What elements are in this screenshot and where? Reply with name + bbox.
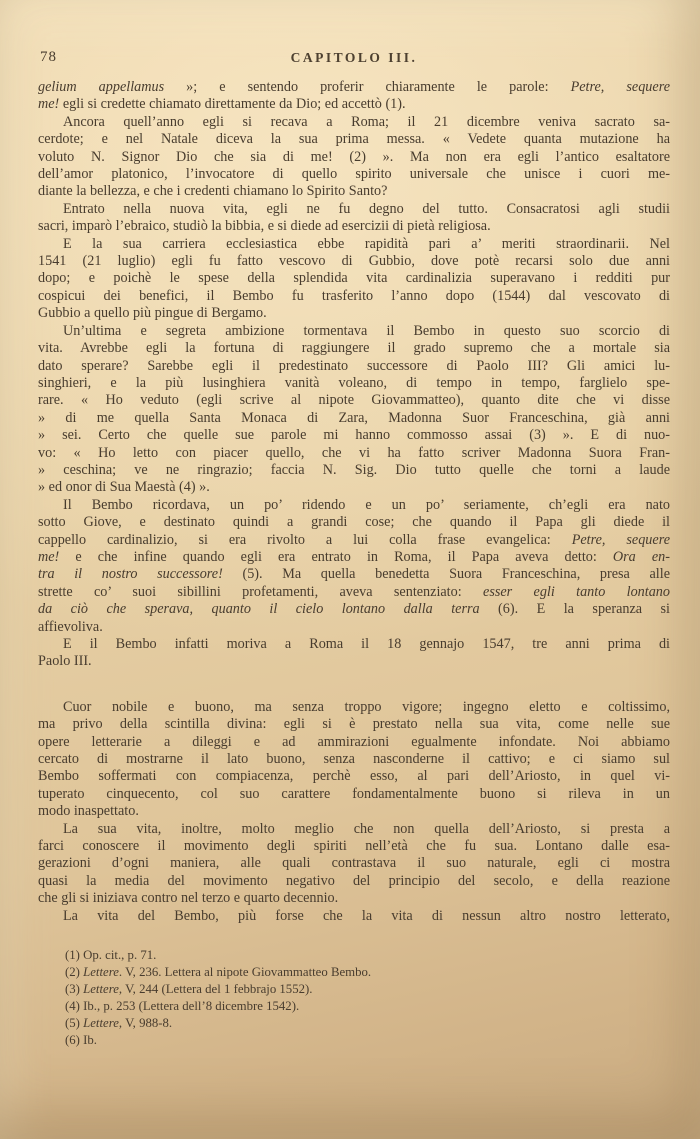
text-line: farci conoscere il movimento degli spiriti nell’età che fu sua. Lontano dalle esa- — [38, 838, 670, 855]
paragraph — [38, 497, 670, 636]
text-line: gerazioni d’ogni maniera, alle quali contrastava il suo naturale, egli ci mostra — [38, 855, 670, 872]
footnote: (1) Op. cit., p. 71. — [65, 948, 157, 963]
paragraph — [38, 323, 670, 497]
text-line: me! egli si credette chiamato direttamente da Dio; ed accettò (1). — [38, 96, 406, 113]
paragraph — [38, 79, 670, 114]
paragraph — [38, 236, 670, 323]
text-line: La vita del Bembo, più forse che la vita di nessun altro nostro letterato, — [63, 907, 670, 924]
text-line: gelium appellamus »; e sentendo proferir chiaramente le parole: Petre, sequere — [38, 79, 670, 95]
chapter-heading: CAPITOLO III. — [290, 50, 418, 65]
text-line: rare. « Ho veduto (egli scrive al nipote Giovammatteo), quanto dite che vi disse — [38, 392, 670, 409]
text-line: modo inaspettato. — [38, 803, 139, 820]
footnote: (6) Ib. — [65, 1033, 97, 1048]
page-header — [38, 48, 670, 68]
text-line: affievoliva. — [38, 618, 103, 635]
text-line: ma privo della scintilla divina: egli si è prestato nella sua vita, come nelle sue — [38, 716, 670, 733]
text-line: sacri, imparò l’ebraico, studiò la bibbia, e si diede ad esercizii di pietà religiosa. — [38, 218, 491, 235]
paragraph — [38, 201, 670, 236]
text-line: singhieri, e la più lusinghiera vanità voleano, di tempo in tempo, farglielo spe- — [38, 374, 670, 391]
text-line: che gli si iniziava contro nel terzo e quarto decennio. — [38, 890, 339, 907]
text-line: dato sperare? Sarebbe egli il predestinato successore di Paolo III? Gli amici lu- — [38, 357, 670, 374]
footnotes — [65, 947, 670, 1049]
text-line: Il Bembo ricordava, un po’ ridendo e un po’ seriamente, ch’egli era nato — [63, 496, 670, 513]
text-line: tra il nostro successore! (5). Ma quella benedetta Suora Franceschina, presa alle — [38, 566, 670, 583]
page-number: 78 — [40, 49, 57, 65]
text-line: voluto N. Signor Dio che sia di me! (2) ». Ma non era egli l’antico esaltatore — [38, 148, 670, 165]
footnote: (2) Lettere. V, 236. Lettera al nipote Giovammatteo Bembo. — [65, 965, 372, 980]
page-body — [38, 79, 670, 925]
text-line: Paolo III. — [38, 653, 92, 670]
text-line: opere letterarie a dileggi e ad ammirazioni egualmente infondate. Noi abbiamo — [38, 733, 670, 750]
text-line: » di me quella Santa Monaca di Zara, Madonna Suor Franceschina, già anni — [38, 409, 670, 426]
text-line: E la sua carriera ecclesiastica ebbe rapidità pari a’ meriti straordinarii. Nel — [63, 235, 670, 252]
text-line: Ancora quell’anno egli si recava a Roma; il 21 dicembre veniva sacrato sa- — [63, 113, 670, 130]
text-line: dell’amor platonico, l’invocatore di quello spirito universale che unisce i cuori me- — [38, 166, 670, 183]
text-line: Bembo soffermati con compiacenza, perchè esso, al pari dell’Ariosto, in quel vi- — [38, 768, 670, 785]
text-line: quasi la media del movimento negativo del principio del secolo, e della reazione — [38, 872, 670, 889]
text-line: diante la bellezza, e che i credenti chiamano lo Spirito Santo? — [38, 183, 388, 200]
text-line: Cuor nobile e buono, ma senza troppo vigore; ingegno eletto e coltissimo, — [63, 698, 670, 715]
text-line: » ed onor di Sua Maestà (4) ». — [38, 479, 210, 496]
footnote: (4) Ib., p. 253 (Lettera dell’8 dicembre 1542). — [65, 999, 300, 1014]
text-line: me! e che infine quando egli era entrato in Roma, il Papa aveva detto: Ora en- — [38, 548, 670, 565]
paragraph — [38, 114, 670, 201]
text-line: vo: « Ho letto con piacer quello, che vi ha fatto scriver Madonna Suora Fran- — [38, 444, 670, 461]
footnote: (3) Lettere, V, 244 (Lettera del 1 febbrajo 1552). — [65, 982, 313, 997]
text-line: cerdote; e nel Natale diceva la sua prima messa. « Vedete quanta mutazione ha — [38, 131, 670, 148]
text-line: cercato di mostrarne il lato buono, senza nasconderne il cattivo; e ci siamo sul — [38, 751, 670, 768]
paragraph — [38, 699, 670, 821]
text-line: La sua vita, inoltre, molto meglio che non quella dell’Ariosto, si presta a — [63, 820, 670, 837]
text-line: strette co’ suoi sibillini profetamenti, aveva sentenziato: esser egli tanto lontano — [38, 583, 670, 600]
text-line: E il Bembo infatti moriva a Roma il 18 gennajo 1547, tre anni prima di — [63, 636, 670, 652]
paragraph — [38, 908, 670, 925]
text-line: » ceschina; ve ne ringrazio; faccia N. Sig. Dio tutto quelle che torni a laude — [38, 461, 670, 478]
text-line: Gubbio a quello più pingue di Bergamo. — [38, 305, 267, 322]
text-line: tuperato cinquecento, col suo carattere fondamentalmente buono si rileva in un — [38, 785, 670, 802]
text-line: vita. Avrebbe egli la fortuna di raggiungere il grado supremo che a mortale sia — [38, 340, 670, 357]
text-line: Un’ultima e segreta ambizione tormentava il Bembo in questo suo scorcio di — [63, 322, 670, 339]
text-line: sotto Giove, e destinato quindi a grandi cose; che quando il Papa gli diede il — [38, 514, 670, 531]
paragraph — [38, 636, 670, 671]
text-line: da ciò che sperava, quanto il cielo lontano dalla terra (6). E la speranza si — [38, 601, 670, 618]
text-line: » sei. Certo che quelle sue parole mi hanno commosso assai (3) ». E di nuo- — [38, 427, 670, 444]
paragraph — [38, 821, 670, 908]
text-line: cospicui dei benefici, il Bembo fu trasferito l’anno dopo (1544) dal vescovato di — [38, 287, 670, 304]
footnote: (5) Lettere, V, 988-8. — [65, 1016, 173, 1031]
text-line: dopo; e poichè le spese della splendida vita cardinalizia superavano i redditi pur — [38, 270, 670, 287]
text-line: Entrato nella nuova vita, egli ne fu degno del tutto. Consacratosi agli studii — [63, 200, 670, 217]
text-line: 1541 (21 luglio) egli fu fatto vescovo di Gubbio, dove potè recarsi solo due anni — [38, 253, 670, 270]
text-line: cappello cardinalizio, si era rivolto a lui colla frase evangelica: Petre, sequere — [38, 531, 670, 548]
